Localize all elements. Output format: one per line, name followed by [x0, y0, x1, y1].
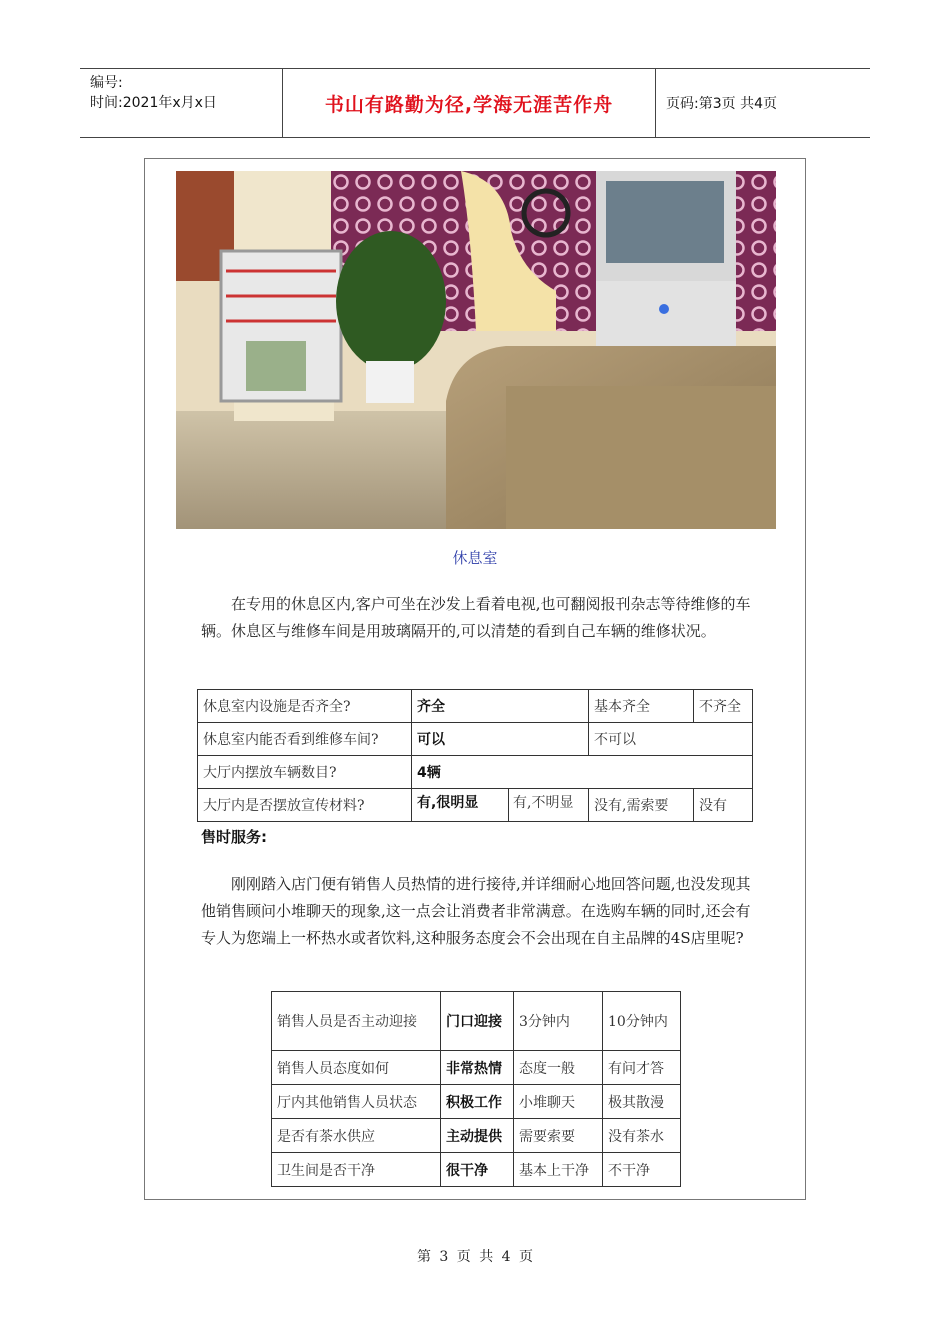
header-motto: 书山有路勤为径,学海无涯苦作舟 — [282, 69, 656, 137]
page-header — [80, 68, 870, 138]
table-cell: 小堆聊天 — [514, 1085, 603, 1119]
table-cell: 休息室内设施是否齐全? — [198, 690, 412, 723]
doc-number: 编号: — [90, 75, 123, 91]
table-cell: 没有 — [694, 789, 753, 822]
table-cell: 很干净 — [441, 1153, 514, 1187]
section-title: 售时服务: — [201, 828, 267, 846]
lounge-table — [197, 689, 753, 822]
table-cell: 3分钟内 — [514, 992, 603, 1051]
table-cell: 销售人员是否主动迎接 — [272, 992, 441, 1051]
photo-caption: 休息室 — [452, 549, 498, 567]
table-cell: 10分钟内 — [603, 992, 681, 1051]
table-row — [272, 1119, 681, 1153]
doc-time: 时间:2021年x月x日 — [90, 95, 217, 111]
lounge-photo-illustration — [176, 171, 776, 529]
table-cell: 可以 — [412, 723, 589, 756]
table-row — [198, 723, 753, 756]
table-cell: 不可以 — [589, 723, 753, 756]
table-row — [272, 992, 681, 1051]
service-table — [271, 991, 681, 1187]
table-cell: 大厅内是否摆放宣传材料? — [198, 789, 412, 822]
table-cell: 齐全 — [412, 690, 589, 723]
table-row — [272, 1153, 681, 1187]
lounge-paragraph: 在专用的休息区内,客户可坐在沙发上看着电视,也可翻阅报刊杂志等待维修的车辆。休息区与维修车间是用玻璃隔开的,可以清楚的看到自己车辆的维修状况。 — [201, 595, 751, 640]
table-cell: 是否有茶水供应 — [272, 1119, 441, 1153]
table-row — [198, 690, 753, 723]
page-footer: 第 3 页 共 4 页 — [416, 1249, 534, 1265]
table-cell: 基本齐全 — [589, 690, 694, 723]
lounge-photo — [176, 171, 776, 529]
table-cell: 休息室内能否看到维修车间? — [198, 723, 412, 756]
table-cell: 基本上干净 — [514, 1153, 603, 1187]
table-row — [272, 1085, 681, 1119]
header-page-info: 页码:第3页 共4页 — [666, 96, 777, 112]
table-cell: 态度一般 — [514, 1051, 603, 1085]
table-cell: 有问才答 — [603, 1051, 681, 1085]
table-cell: 门口迎接 — [441, 992, 514, 1051]
table-row — [198, 756, 753, 789]
table-cell: 有,很明显 — [412, 789, 509, 821]
table-cell: 主动提供 — [441, 1119, 514, 1153]
table-cell: 极其散漫 — [603, 1085, 681, 1119]
table-cell: 有,不明显 — [513, 795, 574, 811]
table-cell: 销售人员态度如何 — [272, 1051, 441, 1085]
table-cell: 不干净 — [603, 1153, 681, 1187]
table-row — [198, 789, 753, 822]
table-cell: 需要索要 — [514, 1119, 603, 1153]
table-cell: 不齐全 — [694, 690, 753, 723]
table-cell: 4辆 — [412, 756, 753, 789]
table-cell: 大厅内摆放车辆数目? — [198, 756, 412, 789]
table-cell: 没有,需索要 — [589, 789, 694, 822]
table-cell: 卫生间是否干净 — [272, 1153, 441, 1187]
header-left — [80, 69, 282, 137]
content-frame — [144, 158, 806, 1200]
table-row — [272, 1051, 681, 1085]
table-cell: 厅内其他销售人员状态 — [272, 1085, 441, 1119]
table-cell: 非常热情 — [441, 1051, 514, 1085]
table-cell: 没有茶水 — [603, 1119, 681, 1153]
service-paragraph: 刚刚踏入店门便有销售人员热情的进行接待,并详细耐心地回答问题,也没发现其他销售顾问小堆聊天的现象,这一点会让消费者非常满意。在选购车辆的同时,还会有专人为您端上一杯热水或者饮料,这种服务态度会不会出现在自主品牌的4S店里呢? — [201, 875, 751, 947]
table-cell: 积极工作 — [441, 1085, 514, 1119]
